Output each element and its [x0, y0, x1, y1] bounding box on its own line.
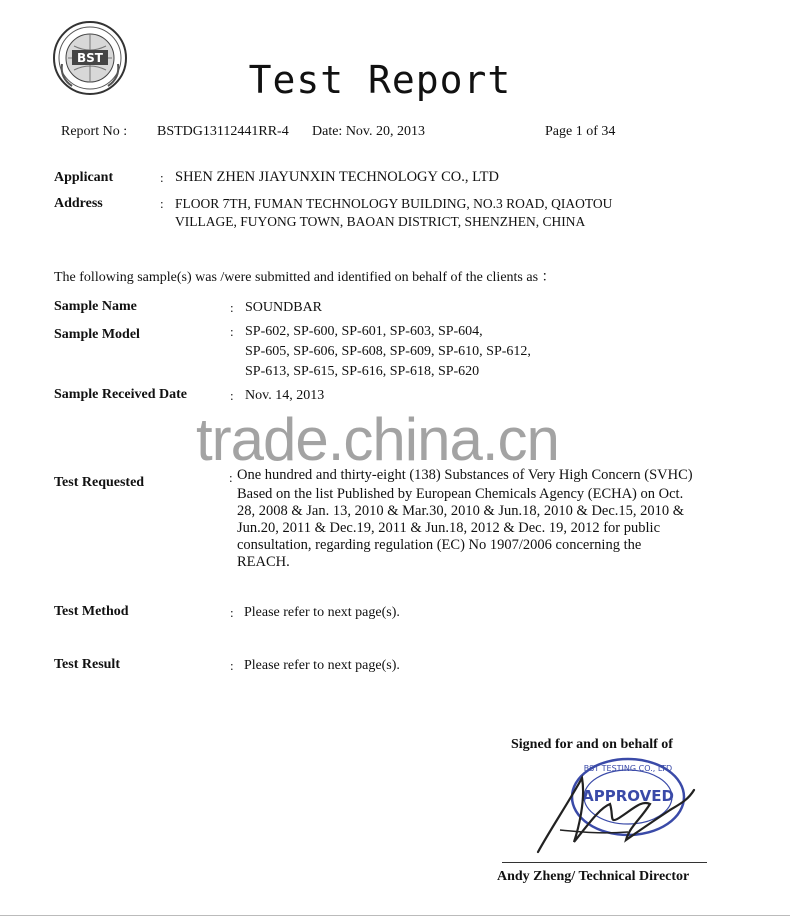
test-method-value: Please refer to next page(s).	[244, 605, 400, 620]
test-requested-line1: One hundred and thirty-eight (138) Substances of Very High Concern (SVHC)	[237, 467, 693, 483]
signature-line	[502, 862, 707, 863]
report-no: BSTDG13112441RR-4	[157, 124, 289, 139]
test-requested-line6: REACH.	[237, 554, 290, 570]
test-requested-line5: consultation, regarding regulation (EC) No 1907/2006 concerning the	[237, 537, 642, 553]
svg-text:BST: BST	[77, 51, 103, 65]
applicant-label: Applicant	[54, 170, 114, 185]
applicant-value: SHEN ZHEN JIAYUNXIN TECHNOLOGY CO., LTD	[175, 169, 499, 185]
colon: :	[160, 196, 164, 211]
sample-model-label: Sample Model	[54, 327, 140, 342]
signed-for-label: Signed for and on behalf of	[511, 737, 673, 752]
test-requested-line3: 28, 2008 & Jan. 13, 2010 & Mar.30, 2010 & Jun.18, 2010 & Dec.15, 2010 &	[237, 503, 685, 519]
signatory-name: Andy Zheng/ Technical Director	[497, 869, 690, 884]
report-date: Date: Nov. 20, 2013	[312, 124, 426, 139]
address-line1: FLOOR 7TH, FUMAN TECHNOLOGY BUILDING, NO.3 ROAD, QIAOTOU	[175, 196, 613, 211]
report-no-label: Report No :	[61, 124, 128, 139]
address-line2: VILLAGE, FUYONG TOWN, BAOAN DISTRICT, SHENZHEN, CHINA	[175, 214, 586, 229]
address-label: Address	[54, 196, 103, 211]
test-requested-label: Test Requested	[54, 475, 145, 490]
colon: :	[160, 170, 164, 185]
sample-model-line1: SP-602, SP-600, SP-601, SP-603, SP-604,	[245, 324, 483, 339]
svg-text:BST TESTING CO., LTD: BST TESTING CO., LTD	[583, 764, 673, 773]
received-label: Sample Received Date	[54, 387, 187, 402]
test-method-label: Test Method	[54, 604, 129, 619]
colon: :	[230, 605, 234, 620]
colon: :	[230, 300, 234, 315]
sample-name-label: Sample Name	[54, 299, 137, 314]
sample-model-line2: SP-605, SP-606, SP-608, SP-609, SP-610, SP-612,	[245, 344, 531, 359]
colon: :	[230, 388, 234, 403]
colon: :	[229, 470, 233, 485]
sample-name-value: SOUNDBAR	[245, 300, 323, 315]
intro-text: The following sample(s) was /were submitted and identified on behalf of the clients as ：	[54, 270, 556, 285]
watermark: trade.china.cn	[196, 406, 559, 473]
bottom-divider	[0, 915, 790, 916]
test-requested-line2: Based on the list Published by European Chemicals Agency (ECHA) on Oct.	[237, 486, 684, 502]
colon: :	[230, 658, 234, 673]
test-result-value: Please refer to next page(s).	[244, 658, 400, 673]
received-value: Nov. 14, 2013	[245, 388, 325, 403]
svg-text:APPROVED: APPROVED	[582, 787, 674, 805]
test-result-label: Test Result	[54, 657, 120, 672]
sample-model-line3: SP-613, SP-615, SP-616, SP-618, SP-620	[245, 364, 480, 379]
page-title: Test Report	[248, 58, 512, 102]
test-requested-line4: Jun.20, 2011 & Dec.19, 2011 & Jun.18, 2012 & Dec. 19, 2012 for public	[237, 520, 661, 536]
signature-scribble	[530, 760, 710, 870]
page-number: Page 1 of 34	[545, 124, 616, 139]
colon: :	[230, 324, 234, 339]
